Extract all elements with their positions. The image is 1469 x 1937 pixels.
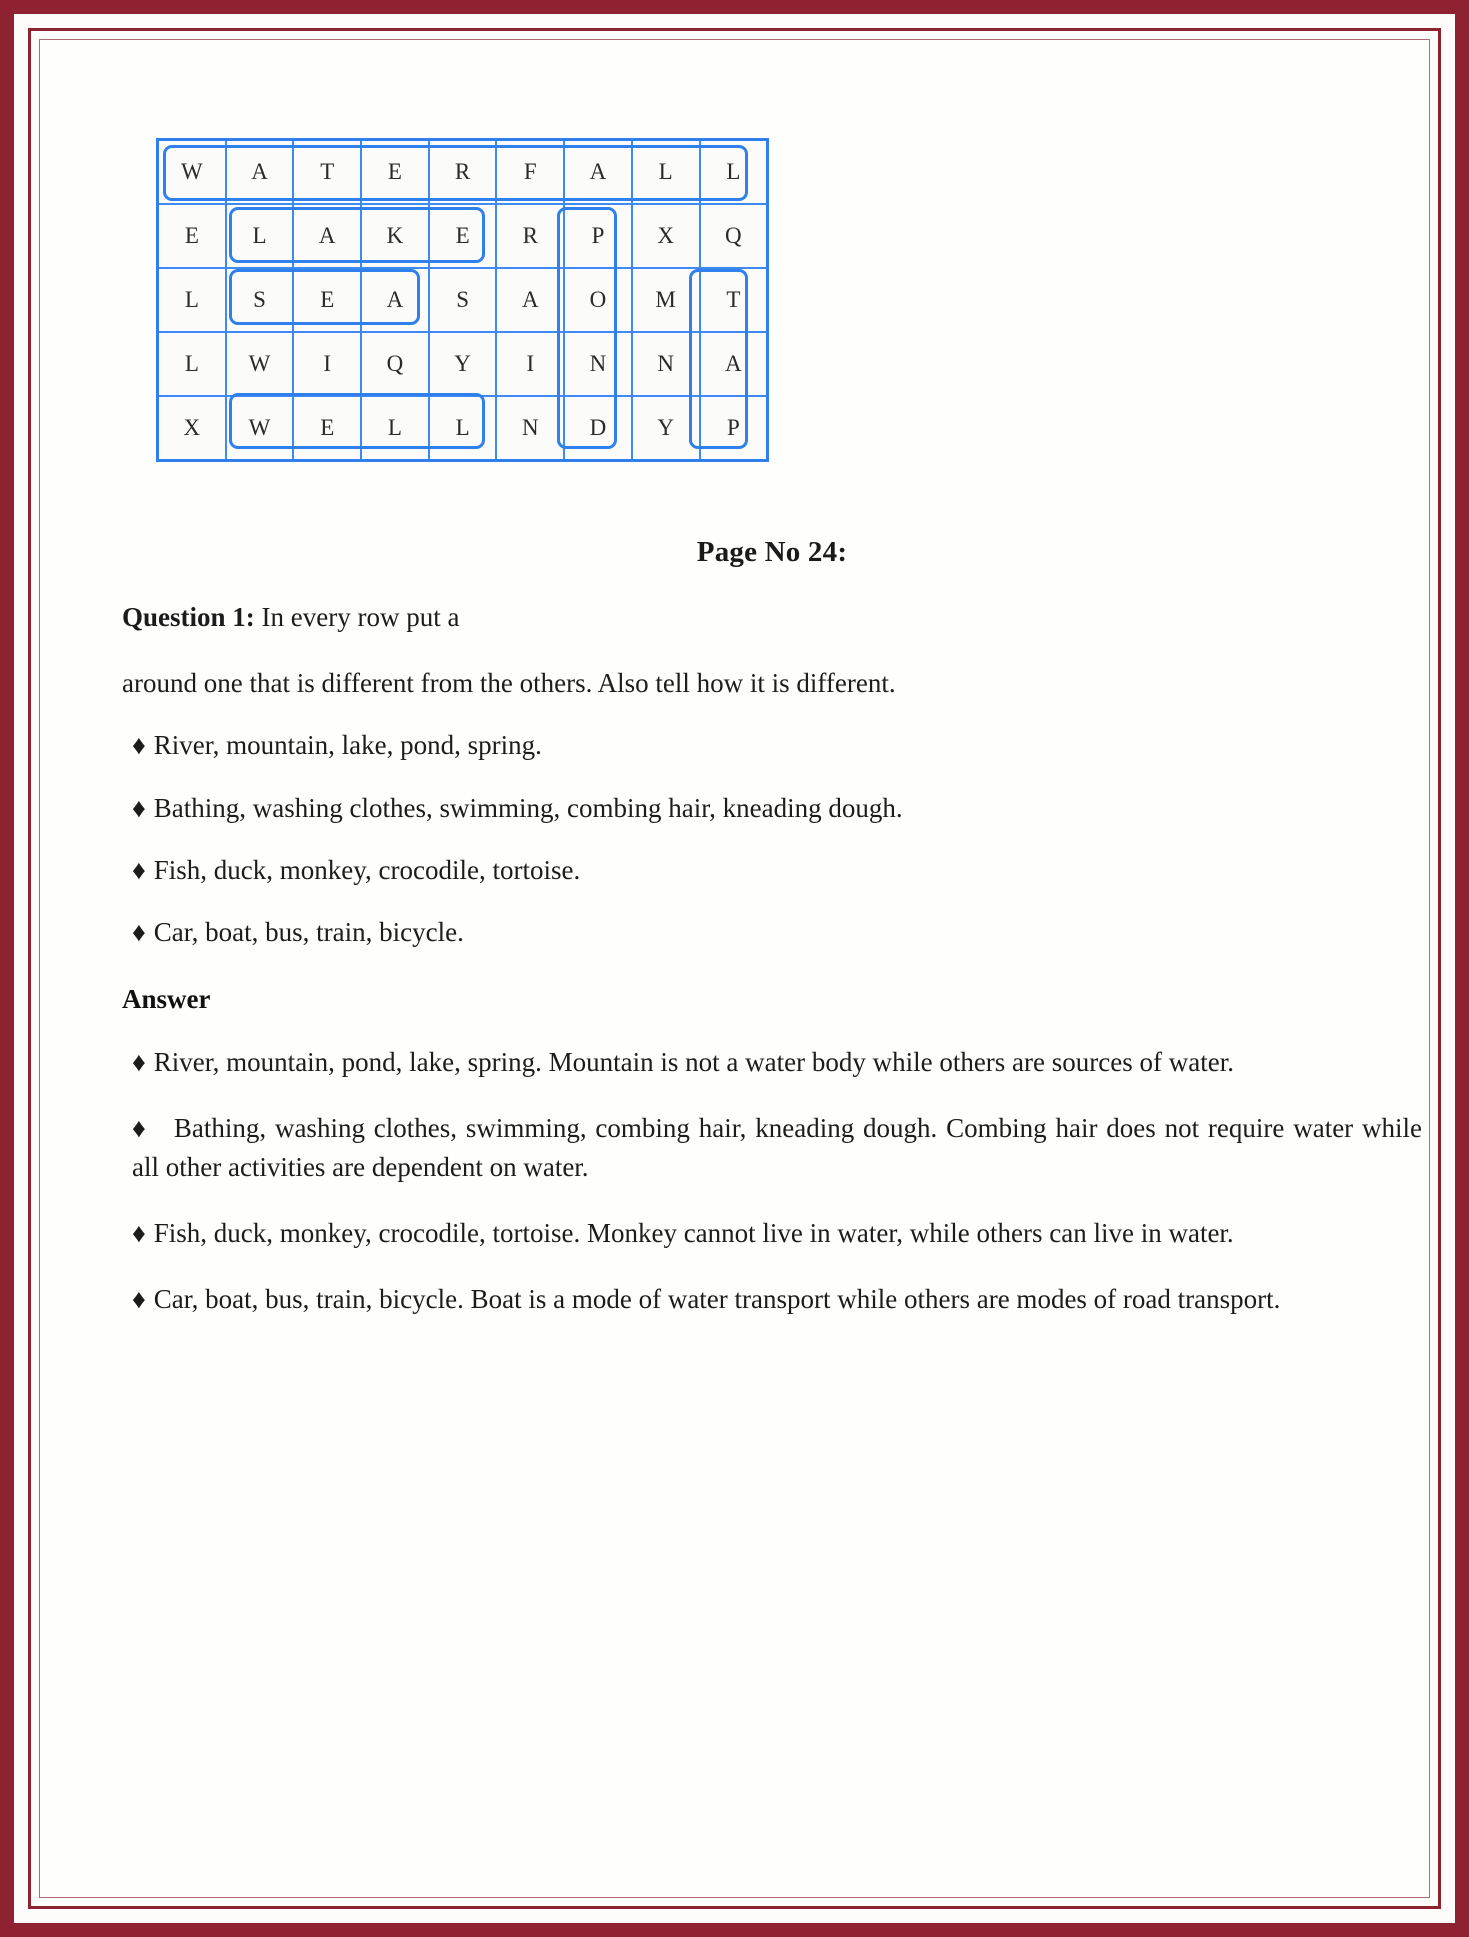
question-line-1 — [122, 599, 1422, 635]
grid-cell[interactable]: W — [226, 332, 294, 396]
grid-cell[interactable]: A — [361, 268, 429, 332]
grid-cell[interactable]: A — [564, 140, 632, 205]
question-bullet-1-text: River, mountain, lake, pond, spring. — [153, 730, 542, 761]
diamond-bullet-icon: ♦ — [132, 854, 146, 885]
grid-cell[interactable]: E — [293, 396, 361, 461]
grid-cell[interactable]: K — [361, 204, 429, 268]
grid-cell[interactable]: N — [632, 332, 700, 396]
question-bullet-4 — [122, 914, 1422, 950]
grid-cell[interactable]: M — [632, 268, 700, 332]
grid-cell[interactable]: E — [158, 204, 226, 268]
diamond-bullet-icon: ♦ — [132, 1218, 146, 1249]
page-content — [122, 110, 1422, 1900]
word-search-table — [156, 138, 769, 462]
grid-cell[interactable]: L — [632, 140, 700, 205]
grid-cell[interactable]: O — [564, 268, 632, 332]
grid-cell[interactable]: L — [361, 396, 429, 461]
grid-row — [158, 332, 768, 396]
grid-cell[interactable]: D — [564, 396, 632, 461]
page-border-inner — [28, 28, 1441, 1909]
grid-cell[interactable]: S — [226, 268, 294, 332]
question-bullet-1 — [122, 727, 1422, 763]
grid-cell[interactable]: Q — [361, 332, 429, 396]
grid-cell[interactable]: P — [564, 204, 632, 268]
grid-cell[interactable]: R — [496, 204, 564, 268]
grid-cell[interactable]: L — [429, 396, 497, 461]
grid-cell[interactable]: F — [496, 140, 564, 205]
grid-cell[interactable]: E — [361, 140, 429, 205]
grid-cell[interactable]: A — [226, 140, 294, 205]
grid-cell[interactable]: T — [293, 140, 361, 205]
answer-item-4 — [122, 1280, 1422, 1318]
diamond-bullet-icon: ♦ — [132, 730, 146, 761]
grid-cell[interactable]: P — [700, 396, 768, 461]
grid-cell[interactable]: W — [226, 396, 294, 461]
answer-item-1 — [122, 1043, 1422, 1081]
grid-cell[interactable]: A — [700, 332, 768, 396]
diamond-bullet-icon: ♦ — [132, 916, 146, 947]
grid-cell[interactable]: N — [564, 332, 632, 396]
answer-item-3 — [122, 1214, 1422, 1252]
answer-item-2 — [122, 1109, 1422, 1186]
question-line-2: around one that is different from the others. Also tell how it is different. — [122, 668, 896, 699]
grid-row — [158, 140, 768, 205]
diamond-bullet-icon: ♦ — [132, 792, 146, 823]
grid-cell[interactable]: T — [700, 268, 768, 332]
question-bullet-3-text: Fish, duck, monkey, crocodile, tortoise. — [153, 854, 581, 885]
grid-row — [158, 396, 768, 461]
page-number-heading: Page No 24: — [696, 536, 848, 568]
question-bullet-2 — [122, 790, 1422, 826]
grid-cell[interactable]: Y — [429, 332, 497, 396]
grid-cell[interactable]: Q — [700, 204, 768, 268]
question-bullet-2-text: Bathing, washing clothes, swimming, combing hair, kneading dough. — [153, 792, 903, 823]
answer-item-4-text: Car, boat, bus, train, bicycle. Boat is a mode of water transport while others are modes of road transport. — [153, 1284, 1281, 1315]
question-bullet-4-text: Car, boat, bus, train, bicycle. — [153, 916, 464, 947]
grid-cell[interactable]: I — [496, 332, 564, 396]
grid-cell[interactable]: W — [158, 140, 226, 205]
grid-cell[interactable]: R — [429, 140, 497, 205]
grid-cell[interactable]: X — [158, 396, 226, 461]
diamond-bullet-icon: ♦ — [132, 1284, 146, 1315]
grid-cell[interactable]: S — [429, 268, 497, 332]
diamond-bullet-icon: ♦ — [132, 1047, 146, 1078]
answer-item-1-text: River, mountain, pond, lake, spring. Mountain is not a water body while others are sources of water. — [153, 1047, 1234, 1078]
answer-item-3-text: Fish, duck, monkey, crocodile, tortoise. Monkey cannot live in water, while others can live in water. — [153, 1218, 1234, 1249]
grid-cell[interactable]: I — [293, 332, 361, 396]
grid-cell[interactable]: L — [158, 268, 226, 332]
word-search-grid — [156, 138, 748, 462]
question-line-1-text: In every row put a — [254, 602, 460, 632]
grid-cell[interactable]: E — [429, 204, 497, 268]
grid-cell[interactable]: E — [293, 268, 361, 332]
diamond-bullet-icon: ♦ — [132, 1113, 148, 1144]
grid-cell[interactable]: A — [496, 268, 564, 332]
grid-row — [158, 204, 768, 268]
page-border-hairline — [39, 39, 1430, 1898]
grid-cell[interactable]: L — [700, 140, 768, 205]
question-label: Question 1: — [122, 602, 255, 632]
grid-cell[interactable]: L — [226, 204, 294, 268]
grid-cell[interactable]: Y — [632, 396, 700, 461]
question-bullet-3 — [122, 852, 1422, 888]
grid-cell[interactable]: A — [293, 204, 361, 268]
answer-item-2-text: Bathing, washing clothes, swimming, combing hair, kneading dough. Combing hair does not require water while all other activities are dependent on water. — [132, 1113, 1422, 1182]
answer-heading: Answer — [122, 984, 211, 1015]
grid-row — [158, 268, 768, 332]
grid-cell[interactable]: L — [158, 332, 226, 396]
grid-cell[interactable]: X — [632, 204, 700, 268]
grid-cell[interactable]: N — [496, 396, 564, 461]
